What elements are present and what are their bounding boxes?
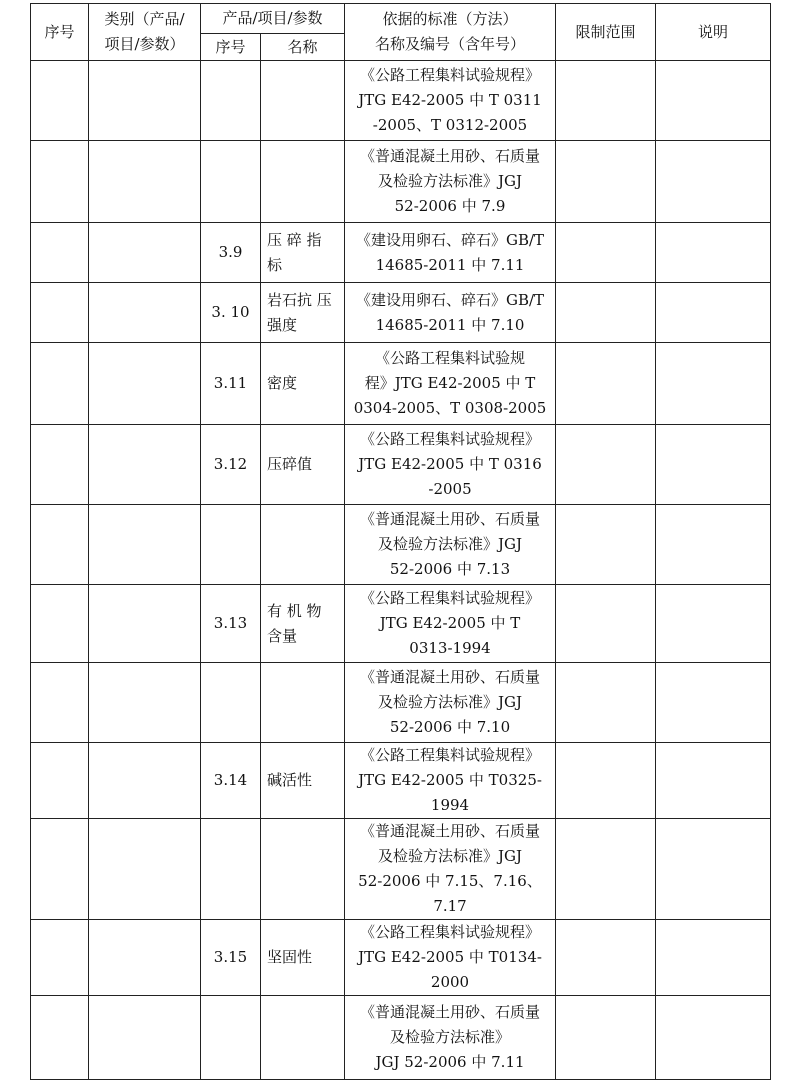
standard-line: 《公路工程集料试验规程》 (360, 66, 541, 84)
cell-category (89, 61, 201, 141)
cell-item-name (261, 61, 345, 141)
cell-item-seq: 3.12 (201, 425, 261, 505)
cell-limit (556, 996, 656, 1080)
cell-category (89, 223, 201, 283)
header-item-name: 名称 (261, 34, 345, 61)
cell-item-seq: 3.15 (201, 920, 261, 996)
standard-line: 《普通混凝土用砂、石质量 (360, 1003, 541, 1021)
standard-line: 《公路工程集料试验规程》 (360, 746, 541, 764)
cell-item-name: 有 机 物 含量 (261, 585, 345, 663)
cell-seq (31, 996, 89, 1080)
cell-item-name: 岩石抗 压强度 (261, 283, 345, 343)
cell-category (89, 283, 201, 343)
cell-item-seq: 3.11 (201, 343, 261, 425)
cell-limit (556, 920, 656, 996)
cell-note (656, 425, 771, 505)
cell-standard (345, 223, 556, 283)
cell-limit (556, 141, 656, 223)
header-standard (345, 4, 556, 61)
cell-category (89, 425, 201, 505)
cell-standard (345, 141, 556, 223)
cell-limit (556, 283, 656, 343)
cell-item-name (261, 663, 345, 743)
table-row (31, 585, 771, 663)
cell-limit (556, 663, 656, 743)
standard-line: 程》JTG E42-2005 中 T (364, 374, 536, 392)
cell-standard (345, 425, 556, 505)
standard-line: 《普通混凝土用砂、石质量 (360, 822, 541, 840)
header-seq: 序号 (31, 4, 89, 61)
cell-limit (556, 585, 656, 663)
cell-note (656, 283, 771, 343)
cell-item-name: 坚固性 (261, 920, 345, 996)
cell-category (89, 585, 201, 663)
cell-item-seq (201, 141, 261, 223)
cell-standard (345, 920, 556, 996)
cell-limit (556, 223, 656, 283)
cell-item-name: 压 碎 指 标 (261, 223, 345, 283)
cell-note (656, 223, 771, 283)
header-category-line2: 项目/参数） (104, 35, 185, 53)
table-row (31, 920, 771, 996)
cell-item-name (261, 996, 345, 1080)
standard-line: 14685-2011 中 7.10 (375, 315, 525, 334)
cell-note (656, 61, 771, 141)
table-row (31, 223, 771, 283)
cell-seq (31, 663, 89, 743)
cell-item-seq (201, 819, 261, 920)
standard-line: 《普通混凝土用砂、石质量 (360, 510, 541, 528)
cell-item-seq: 3. 10 (201, 283, 261, 343)
cell-item-name: 压碎值 (261, 425, 345, 505)
header-standard-line2: 名称及编号（含年号） (375, 35, 526, 53)
cell-seq (31, 61, 89, 141)
cell-seq (31, 141, 89, 223)
cell-item-seq (201, 663, 261, 743)
standard-line: JGJ 52-2006 中 7.11 (375, 1053, 525, 1071)
standard-line: 《公路工程集料试验规程》 (360, 430, 541, 448)
cell-seq (31, 743, 89, 819)
cell-limit (556, 505, 656, 585)
cell-seq (31, 505, 89, 585)
table-row (31, 505, 771, 585)
standard-line: -2005、T 0312-2005 (372, 116, 528, 134)
standard-line: 52-2006 中 7.9 (394, 197, 506, 215)
standard-line: -2005 (428, 480, 472, 498)
cell-item-name: 碱活性 (261, 743, 345, 819)
cell-note (656, 996, 771, 1080)
standard-line: 及检验方法标准》JGJ (378, 693, 523, 711)
table-row (31, 819, 771, 920)
cell-item-seq: 3.9 (201, 223, 261, 283)
standard-line: 《公路工程集料试验规 (375, 349, 526, 367)
header-limit: 限制范围 (556, 4, 656, 61)
header-standard-line1: 依据的标准（方法） (382, 10, 518, 28)
cell-category (89, 343, 201, 425)
standard-line: 《建设用卵石、碎石》GB/T (355, 230, 545, 249)
standard-line: 《普通混凝土用砂、石质量 (360, 147, 541, 165)
cell-limit (556, 819, 656, 920)
cell-standard (345, 505, 556, 585)
cell-item-name (261, 141, 345, 223)
cell-seq (31, 223, 89, 283)
cell-limit (556, 743, 656, 819)
cell-note (656, 743, 771, 819)
standard-line: 及检验方法标准》JGJ (378, 535, 523, 553)
cell-item-seq (201, 996, 261, 1080)
cell-standard (345, 743, 556, 819)
header-note: 说明 (656, 4, 771, 61)
standard-line: 及检验方法标准》JGJ (378, 172, 523, 190)
cell-standard (345, 663, 556, 743)
header-category-line1: 类别（产品/ (104, 10, 185, 28)
cell-note (656, 343, 771, 425)
cell-category (89, 663, 201, 743)
cell-seq (31, 425, 89, 505)
cell-limit (556, 425, 656, 505)
table-row (31, 425, 771, 505)
cell-item-seq (201, 61, 261, 141)
standard-line: 及检验方法标准》 (390, 1028, 511, 1046)
cell-note (656, 505, 771, 585)
standard-line: 《建设用卵石、碎石》GB/T (355, 290, 545, 309)
standard-line: 52-2006 中 7.10 (389, 718, 511, 736)
cell-note (656, 819, 771, 920)
table-row (31, 61, 771, 141)
cell-item-name (261, 819, 345, 920)
table-row (31, 996, 771, 1080)
standard-line: JTG E42-2005 中 T 0311 (358, 91, 542, 109)
cell-standard (345, 283, 556, 343)
cell-standard (345, 61, 556, 141)
cell-category (89, 505, 201, 585)
cell-standard (345, 585, 556, 663)
cell-limit (556, 343, 656, 425)
cell-item-seq: 3.13 (201, 585, 261, 663)
cell-seq (31, 819, 89, 920)
table-row (31, 343, 771, 425)
table-body (31, 61, 771, 1080)
table-row (31, 743, 771, 819)
cell-seq (31, 920, 89, 996)
cell-standard (345, 819, 556, 920)
cell-note (656, 920, 771, 996)
cell-category (89, 920, 201, 996)
standard-line: JTG E42-2005 中 T0134-2000 (358, 948, 542, 991)
cell-standard (345, 343, 556, 425)
table-row (31, 663, 771, 743)
cell-seq (31, 585, 89, 663)
standard-line: 《公路工程集料试验规程》 (360, 923, 541, 941)
cell-standard (345, 996, 556, 1080)
standards-table (30, 3, 771, 1080)
cell-seq (31, 343, 89, 425)
header-category (89, 4, 201, 61)
standard-line: JTG E42-2005 中 T0325-1994 (358, 771, 542, 814)
standard-line: JTG E42-2005 中 T (379, 614, 521, 632)
cell-item-seq: 3.14 (201, 743, 261, 819)
standard-line: 《公路工程集料试验规程》 (360, 589, 541, 607)
standard-line: 14685-2011 中 7.11 (375, 255, 525, 274)
standard-line: 《普通混凝土用砂、石质量 (360, 668, 541, 686)
cell-limit (556, 61, 656, 141)
cell-item-name: 密度 (261, 343, 345, 425)
table-row (31, 141, 771, 223)
cell-category (89, 141, 201, 223)
cell-item-name (261, 505, 345, 585)
cell-category (89, 819, 201, 920)
standard-line: 及检验方法标准》JGJ (378, 847, 523, 865)
standard-line: 52-2006 中 7.15、7.16、7.17 (358, 872, 542, 915)
cell-category (89, 743, 201, 819)
standard-line: 0304-2005、T 0308-2005 (353, 399, 547, 417)
header-item-group: 产品/项目/参数 (201, 4, 345, 34)
cell-note (656, 141, 771, 223)
cell-note (656, 663, 771, 743)
standard-line: 52-2006 中 7.13 (389, 560, 511, 578)
cell-category (89, 996, 201, 1080)
header-item-seq: 序号 (201, 34, 261, 61)
table-row (31, 283, 771, 343)
cell-item-seq (201, 505, 261, 585)
standard-line: 0313-1994 (409, 639, 491, 657)
cell-seq (31, 283, 89, 343)
header-row-1 (31, 4, 771, 34)
cell-note (656, 585, 771, 663)
standard-line: JTG E42-2005 中 T 0316 (358, 455, 542, 473)
